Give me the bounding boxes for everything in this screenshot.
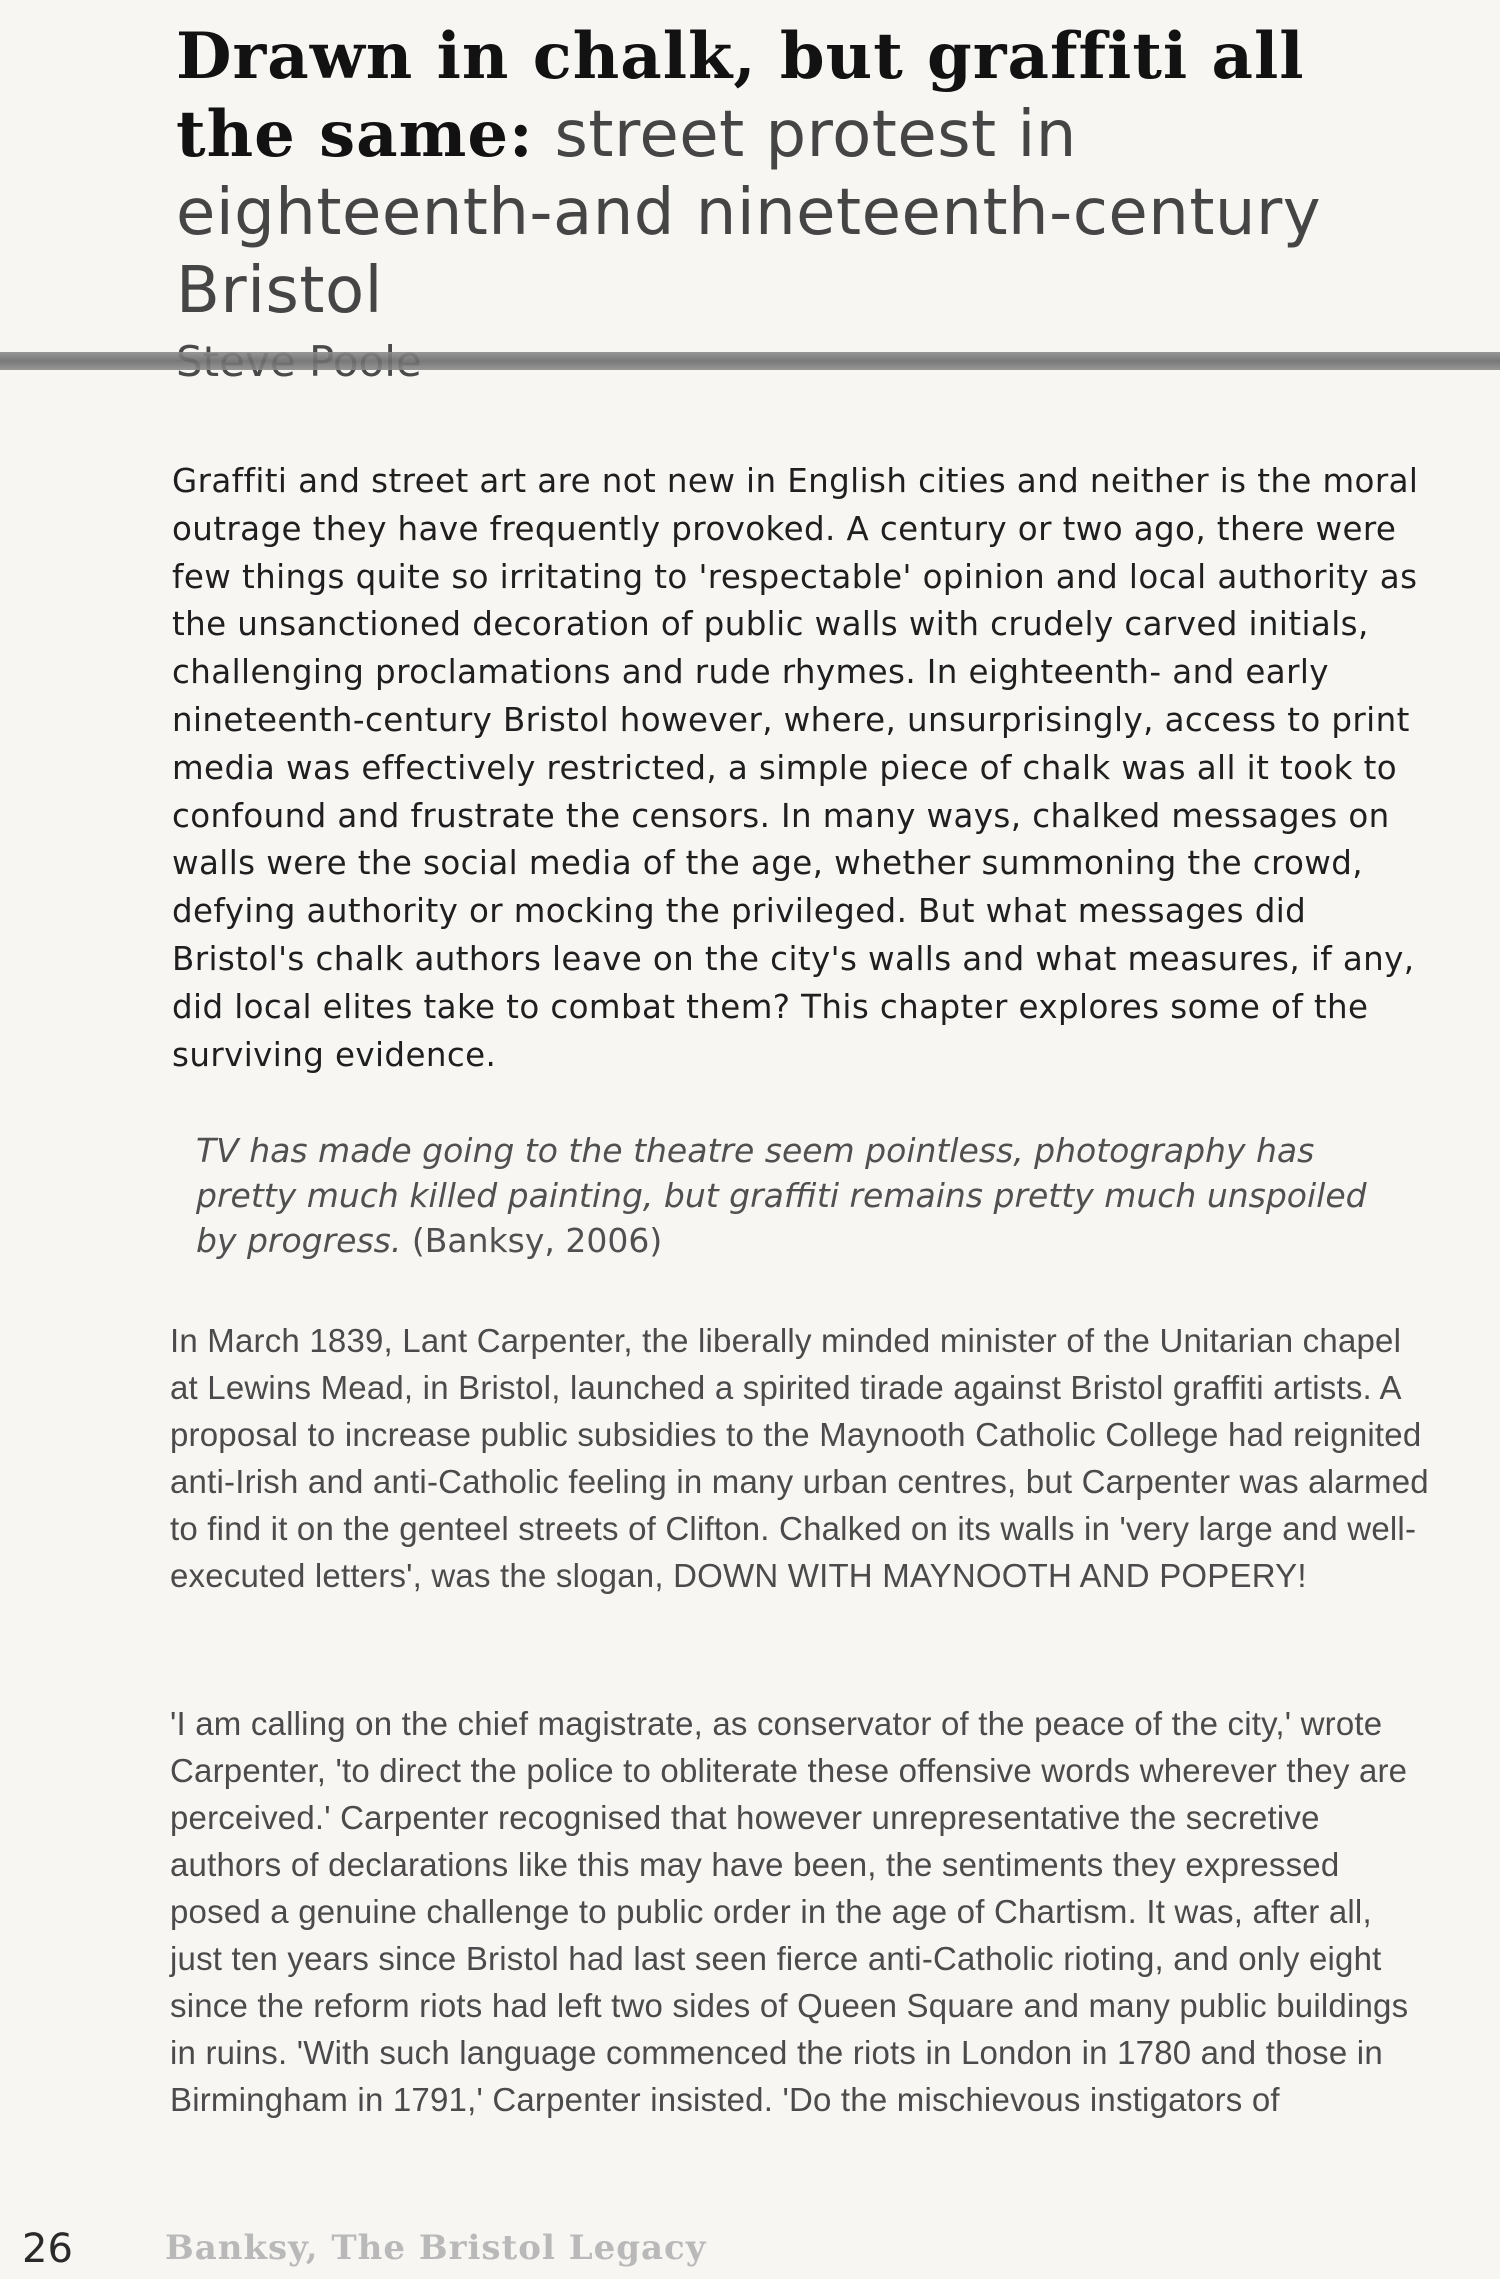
- epigraph: [196, 1128, 1416, 1263]
- epigraph-citation: (Banksy, 2006): [411, 1221, 663, 1260]
- chapter-header: [176, 18, 1436, 390]
- running-head: Banksy, The Bristol Legacy: [165, 2228, 707, 2268]
- chapter-abstract: Graffiti and street art are not new in English cities and neither is the moral outrage they have frequently provoked. A century or two ago, there were few things quite so irritating to 'respectable' opinion and local authority as the unsanctioned decoration of public walls with crudely carved initials, challenging proclamations and rude rhymes. In eighteenth- and early nineteenth-century Bristol however, where, unsurprisingly, access to print media was effectively restricted, a simple piece of chalk was all it took to confound and frustrate the censors. In many ways, chalked messages on walls were the social media of the age, whether summoning the crowd, defying authority or mocking the privileged. But what messages did Bristol's chalk authors leave on the city's walls and what measures, if any, did local elites take to combat them? This chapter explores some of the surviving evidence.: [172, 462, 1419, 1074]
- body-paragraph-2: 'I am calling on the chief magistrate, as conservator of the peace of the city,' wrote Carpenter, 'to direct the police to obliterate these offensive words wherever they are perceived.' Carpenter recognised that however unrepresentative the secretive authors of declarations like this may have been, the sentiments they expressed posed a genuine challenge to public order in the age of Chartism. It was, after all, just ten years since Bristol had last seen fierce anti-Catholic rioting, and only eight since the reform riots had left two sides of Queen Square and many public buildings in ruins. 'With such language commenced the riots in London in 1780 and those in Birmingham in 1791,' Carpenter insisted. 'Do the mischievous instigators of: [170, 1705, 1409, 2118]
- chapter-title-subtitle: street protest in eighteenth-and nineteenth-century Bristol: [176, 98, 1322, 328]
- chapter-title-bold: Drawn in chalk, but graffiti all the same:: [176, 19, 1305, 172]
- body-paragraph-1: In March 1839, Lant Carpenter, the liberally minded minister of the Unitarian chapel at Lewins Mead, in Bristol, launched a spirited tirade against Bristol graffiti artists. A proposal to increase public subsidies to the Maynooth Catholic College had reignited anti-Irish and anti-Catholic feeling in many urban centres, but Carpenter was alarmed to find it on the genteel streets of Clifton. Chalked on its walls in 'very large and well-executed letters', was the slogan, DOWN WITH MAYNOOTH AND POPERY!: [170, 1322, 1429, 1594]
- page-number: 26: [22, 2226, 73, 2272]
- epigraph-text: TV has made going to the theatre seem pointless, photography has pretty much killed painting, but graffiti remains pretty much unspoiled by progress.: [196, 1131, 1367, 1260]
- header-divider: [0, 352, 1500, 370]
- page-footer: [0, 2226, 1500, 2279]
- chapter-title: [176, 18, 1436, 330]
